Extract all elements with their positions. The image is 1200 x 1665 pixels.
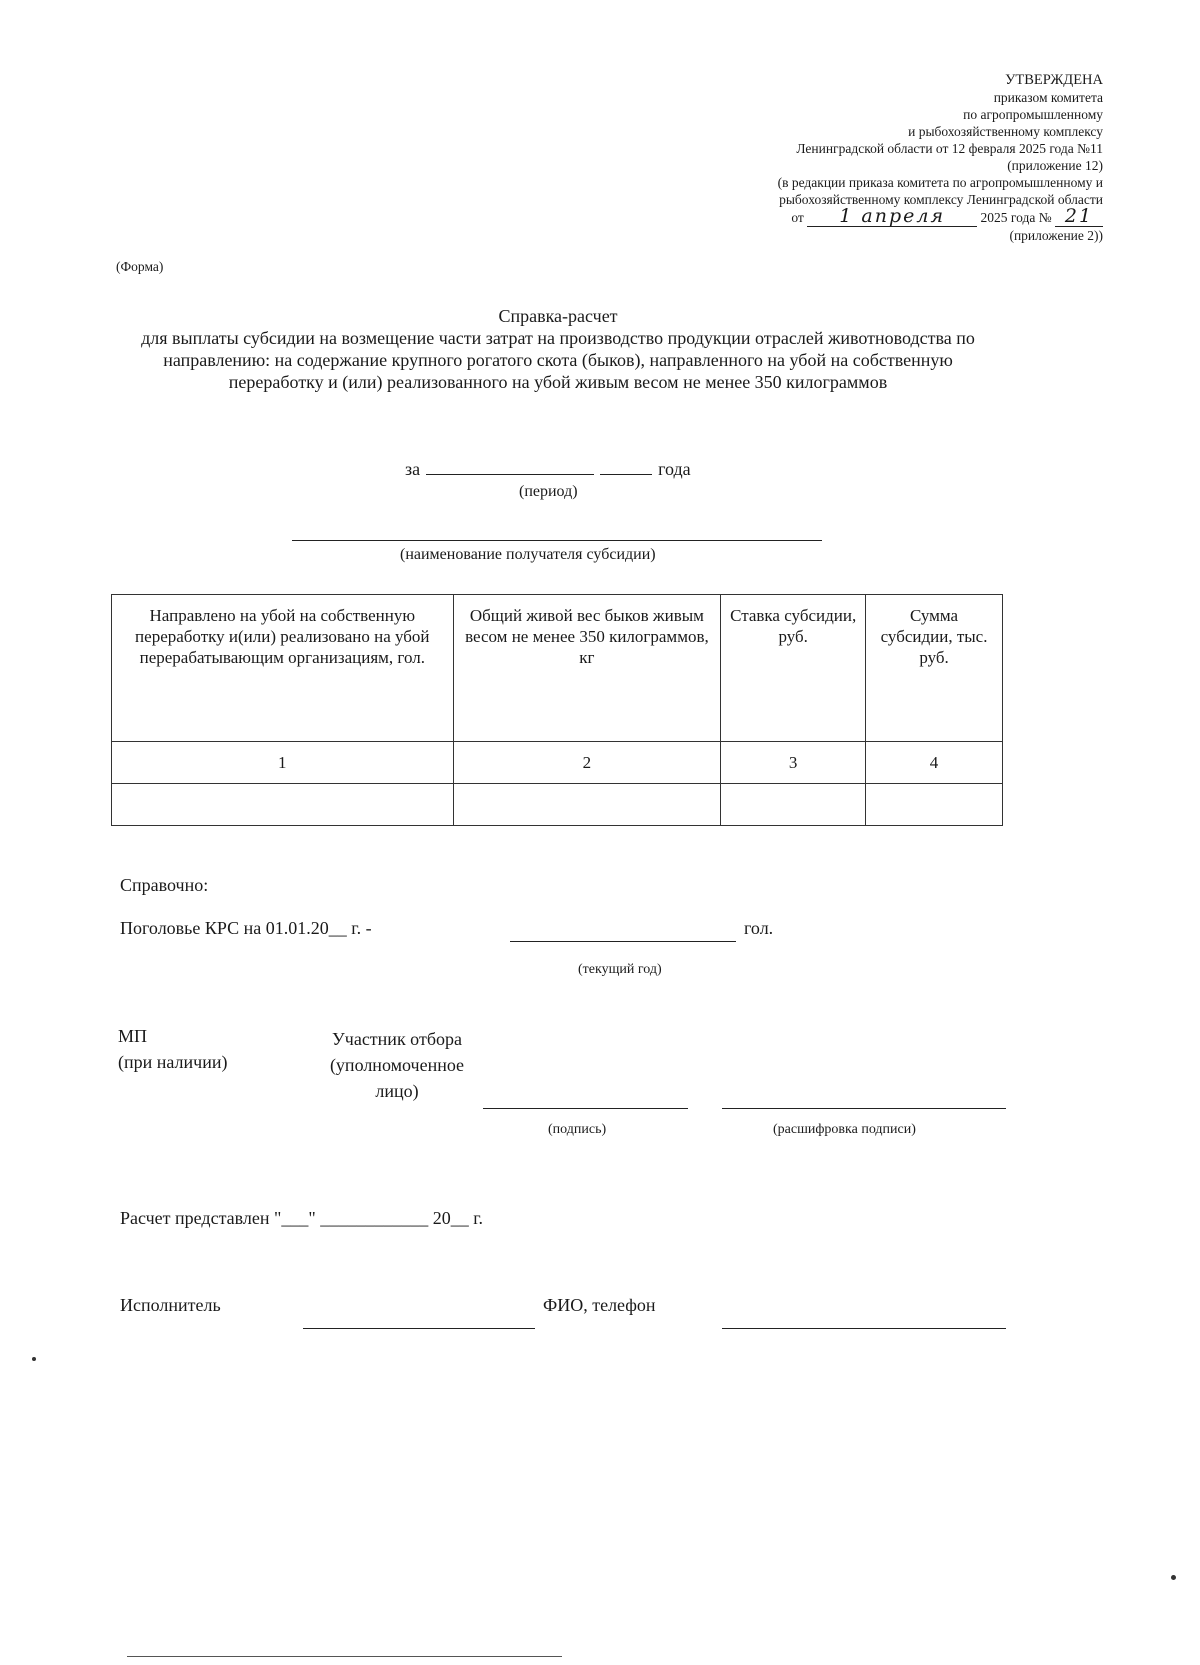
current-year-caption: (текущий год): [578, 962, 662, 977]
approval-line: Ленинградской области от 12 февраля 2025 года №11: [796, 141, 1103, 156]
period-line: [405, 458, 691, 480]
scan-bottom-edge: [127, 1656, 562, 1657]
fio-phone-label: ФИО, телефон: [543, 1295, 656, 1315]
column-number: 1: [112, 742, 454, 784]
table-header-cell: Сумма субсидии, тыс. руб.: [866, 595, 1003, 742]
approval-line: и рыбохозяйственному комплексу: [908, 124, 1103, 139]
table-cell[interactable]: [453, 784, 721, 826]
livestock-text: Поголовье КРС на 01.01.20__ г. -: [120, 918, 372, 938]
recipient-caption: (наименование получателя субсидии): [400, 546, 656, 563]
calculation-table: [111, 594, 1003, 826]
handwritten-number: 21: [1064, 205, 1094, 227]
table-data-row: [112, 784, 1003, 826]
document-title: Справка-расчет: [498, 306, 618, 326]
year-text: 2025 года: [980, 210, 1036, 225]
stamp-note: (при наличии): [118, 1052, 228, 1072]
form-label: (Форма): [116, 259, 164, 274]
approval-line: приказом комитета: [993, 90, 1103, 105]
scan-speck: [1171, 1575, 1176, 1580]
recipient-blank[interactable]: [292, 540, 822, 541]
reference-label: Справочно:: [120, 875, 209, 895]
participant-line: (уполномоченное: [329, 1055, 465, 1075]
signature-decoding-blank[interactable]: [722, 1108, 1006, 1109]
table-cell[interactable]: [112, 784, 454, 826]
approval-stamp-block: [683, 72, 1103, 244]
approval-line: рыбохозяйственному комплексу Ленинградской области: [779, 192, 1103, 207]
number-sign: №: [1038, 210, 1052, 225]
date-field: [807, 205, 977, 227]
period-prefix: за: [405, 459, 421, 479]
document-subtitle: для выплаты субсидии на возмещение части затрат на производство продукции отраслей животноводства по направлению: на содержание крупного рогатого скота (быков), направленного на убой на собственную переработку и (или) реализованного на убой живым весом не менее 350 килограммов: [141, 328, 975, 392]
approval-line: (в редакции приказа комитета по агропромышленному и: [777, 175, 1103, 190]
signature-blank[interactable]: [483, 1108, 688, 1109]
table-header-row: [112, 595, 1003, 742]
livestock-blank[interactable]: [510, 941, 736, 942]
stamp-label: МП: [118, 1026, 148, 1046]
table-number-row: [112, 742, 1003, 784]
fio-phone-blank[interactable]: [722, 1328, 1006, 1329]
approval-date-line: [683, 205, 1103, 227]
handwritten-date: 1 апреля: [839, 205, 946, 227]
table-header-cell: Направлено на убой на собственную переработку и(или) реализовано на убой перерабатывающим организациям, гол.: [112, 595, 454, 742]
approval-line: (приложение 2)): [1009, 228, 1103, 243]
date-prefix: от: [791, 210, 804, 225]
column-number: 2: [453, 742, 721, 784]
decoding-caption: (расшифровка подписи): [773, 1122, 916, 1137]
number-field: [1055, 205, 1103, 227]
executor-blank[interactable]: [303, 1328, 535, 1329]
table-header-cell: Общий живой вес быков живым весом не менее 350 килограммов, кг: [453, 595, 721, 742]
table-cell[interactable]: [721, 784, 866, 826]
column-number: 3: [721, 742, 866, 784]
approval-line: по агропромышленному: [963, 107, 1103, 122]
year-blank[interactable]: [600, 458, 652, 475]
approval-title: УТВЕРЖДЕНА: [1005, 72, 1103, 88]
period-blank[interactable]: [426, 458, 594, 475]
scan-speck: [32, 1357, 36, 1361]
executor-label: Исполнитель: [120, 1295, 221, 1315]
table-header-cell: Ставка субсидии, руб.: [721, 595, 866, 742]
table-cell[interactable]: [866, 784, 1003, 826]
period-caption: (период): [519, 483, 578, 500]
period-suffix: года: [658, 459, 691, 479]
participant-line: лицо): [375, 1081, 419, 1101]
participant-line: Участник отбора: [332, 1029, 462, 1049]
approval-line: (приложение 12): [1007, 158, 1103, 173]
submitted-line: Расчет представлен "___" ____________ 20__ г.: [120, 1208, 484, 1228]
participant-block: [312, 1026, 482, 1104]
livestock-unit: гол.: [744, 918, 774, 938]
document-title-block: [115, 305, 1001, 393]
column-number: 4: [866, 742, 1003, 784]
signature-caption: (подпись): [548, 1122, 607, 1137]
